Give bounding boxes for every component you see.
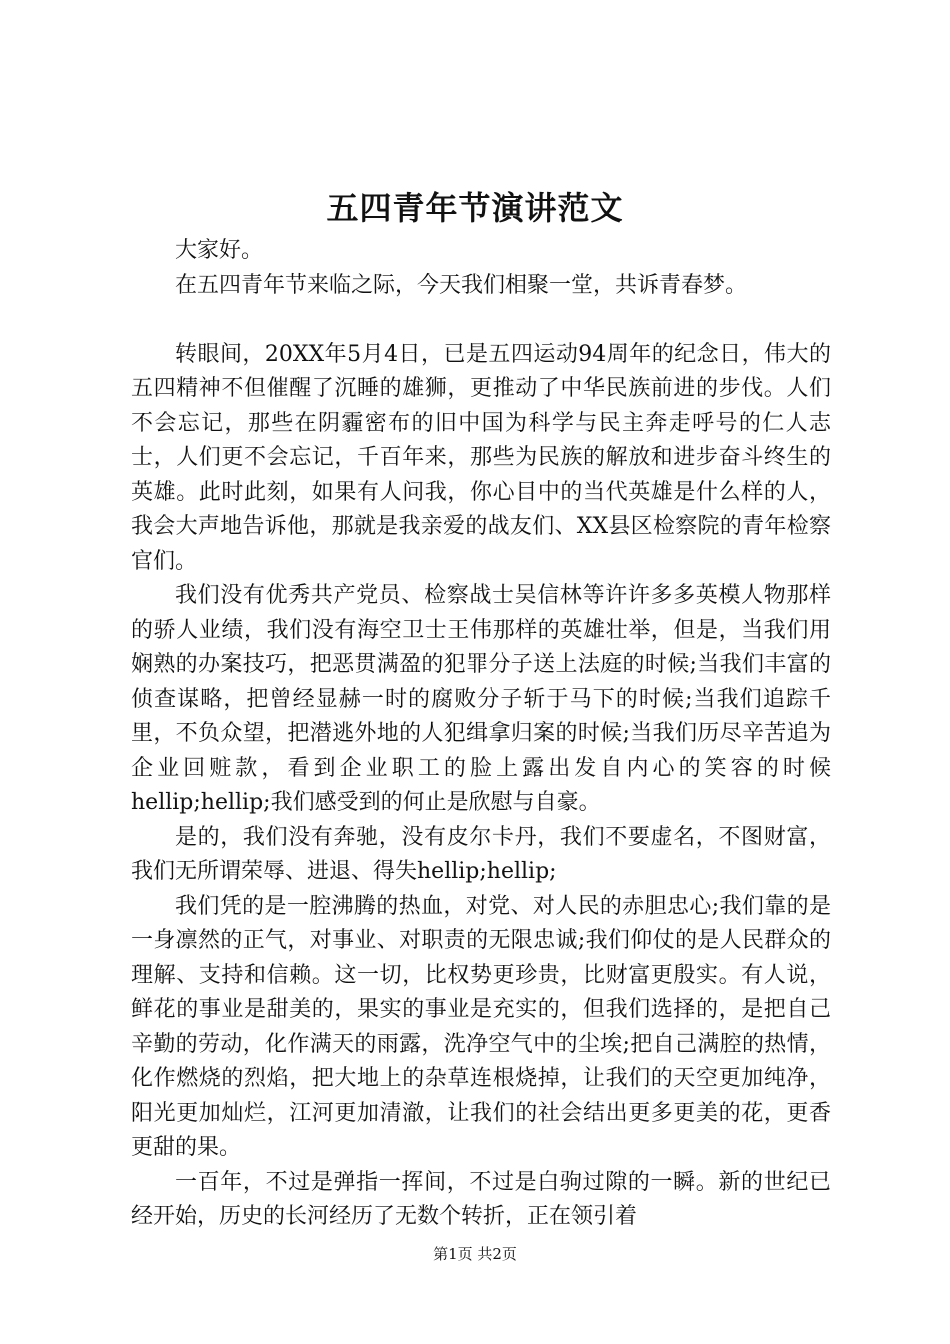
- page-footer: 第1页 共2页: [433, 1245, 517, 1263]
- paragraph-body: 我们没有优秀共产党员、检察战士吴信林等许许多多英模人物那样的骄人业绩，我们没有海空卫士王伟那样的英雄壮举，但是，当我们用娴熟的办案技巧，把恶贯满盈的犯罪分子送上法庭的时候;当我们丰富的侦查谋略，把曾经显赫一时的腐败分子斩于马下的时候;当我们追踪千里，不负众望，把潜逃外地的人犯缉拿归案的时候;当我们历尽辛苦追为企业回赃款，看到企业职工的脸上露出发自内心的笑容的时候hellip;hellip;我们感受到的何止是欣慰与自豪。: [131, 583, 831, 815]
- blank-line: [131, 303, 831, 338]
- paragraph-greeting: 大家好。: [175, 238, 264, 263]
- document-body: [131, 234, 831, 1235]
- paragraph-body: 我们凭的是一腔沸腾的热血，对党、对人民的赤胆忠心;我们靠的是一身凛然的正气，对事业、对职责的无限忠诚;我们仰仗的是人民群众的理解、支持和信赖。这一切，比权势更珍贵，比财富更殷实。有人说，鲜花的事业是甜美的，果实的事业是充实的，但我们选择的，是把自己辛勤的劳动，化作满天的雨露，洗净空气中的尘埃;把自己满腔的热情，化作燃烧的烈焰，把大地上的杂草连根烧掉，让我们的天空更加纯净，阳光更加灿烂，江河更加清澈，让我们的社会结出更多更美的花，更香更甜的果。: [131, 893, 831, 1160]
- paragraph-body: 一百年，不过是弹指一挥间，不过是白驹过隙的一瞬。新的世纪已经开始，历史的长河经历了无数个转折，正在领引着: [131, 1169, 831, 1229]
- paragraph-intro: 在五四青年节来临之际，今天我们相聚一堂，共诉青春梦。: [175, 272, 748, 298]
- paragraph-body: 是的，我们没有奔驰，没有皮尔卡丹，我们不要虚名，不图财富，我们无所谓荣辱、进退、得失hellip;hellip;: [131, 824, 831, 884]
- page-title: 五四青年节演讲范文: [326, 189, 624, 227]
- paragraph-body: 转眼间，20XX年5月4日，已是五四运动94周年的纪念日，伟大的五四精神不但催醒了沉睡的雄狮，更推动了中华民族前进的步伐。人们不会忘记，那些在阴霾密布的旧中国为科学与民主奔走呼号的仁人志士，人们更不会忘记，千百年来，那些为民族的解放和进步奋斗终生的英雄。此时此刻，如果有人问我，你心目中的当代英雄是什么样的人，我会大声地告诉他，那就是我亲爱的战友们、XX县区检察院的青年检察官们。: [131, 341, 831, 574]
